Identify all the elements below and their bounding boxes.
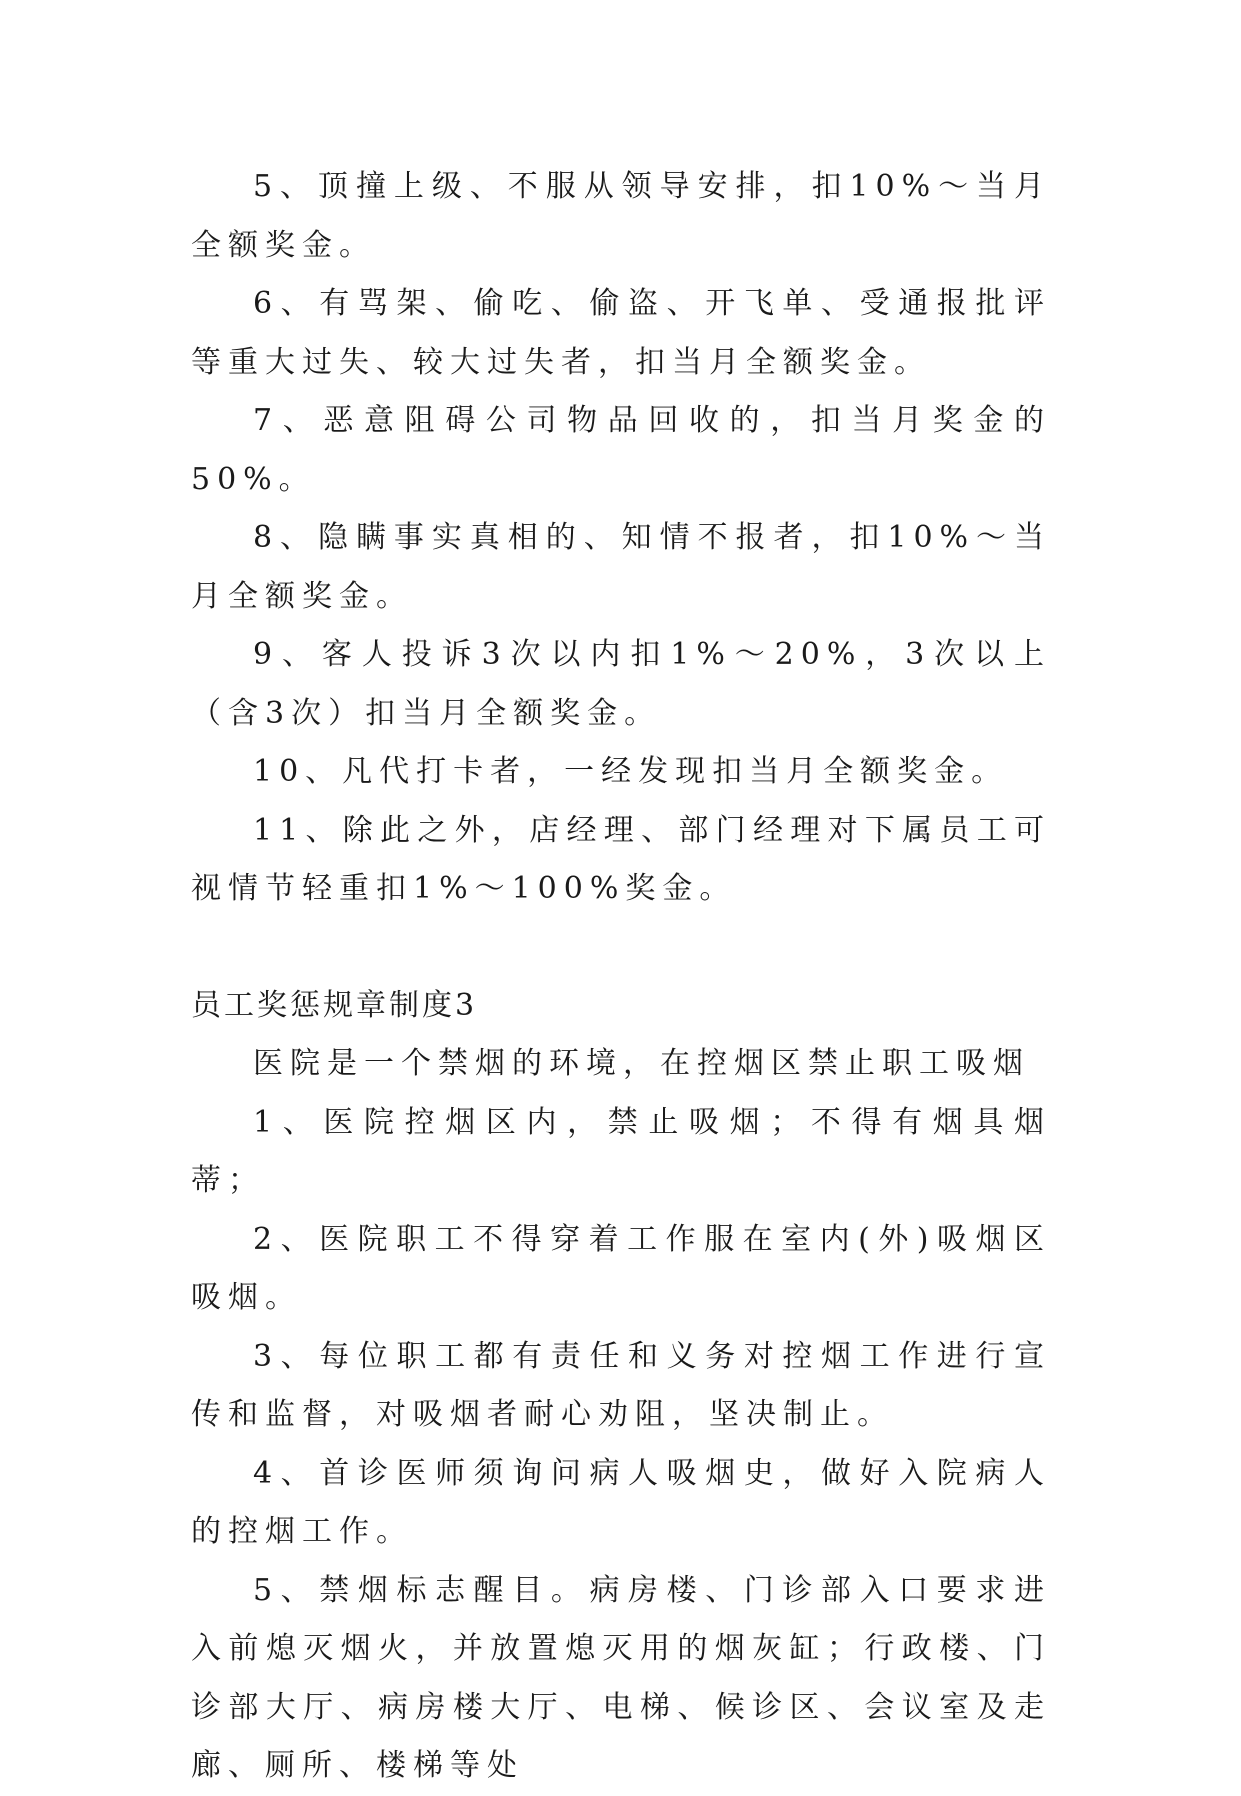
paragraph-item-8-concealment: 8、隐瞒事实真相的、知情不报者，扣10%～当月全额奖金。 (191, 520, 1051, 614)
paragraph-item-5-insubordination: 5、顶撞上级、不服从领导安排，扣10%～当月全额奖金。 (191, 169, 1051, 263)
document-body (191, 158, 1051, 1796)
paragraph-item-9-complaints: 9、客人投诉3次以内扣1%～20%，3次以上（含3次）扣当月全额奖金。 (191, 637, 1051, 731)
paragraph-rule-1: 1、医院控烟区内，禁止吸烟；不得有烟具烟蒂； (191, 1104, 1051, 1198)
paragraph-rule-4: 4、首诊医师须询问病人吸烟史，做好入院病人的控烟工作。 (191, 1455, 1051, 1549)
section-title: 员工奖惩规章制度3 (191, 987, 478, 1023)
paragraph-rule-2: 2、医院职工不得穿着工作服在室内(外)吸烟区吸烟。 (191, 1221, 1051, 1315)
paragraph-rule-5: 5、禁烟标志醒目。病房楼、门诊部入口要求进入前熄灭烟火，并放置熄灭用的烟灰缸；行政楼、门诊部大厅、病房楼大厅、电梯、候诊区、会议室及走廊、厕所、楼梯等处 (191, 1572, 1051, 1783)
paragraph-item-7-obstruct-recovery: 7、恶意阻碍公司物品回收的，扣当月奖金的50%。 (191, 403, 1051, 497)
paragraph-item-10-proxy-clock-in: 10、凡代打卡者，一经发现扣当月全额奖金。 (253, 754, 1009, 789)
paragraph-item-11-manager-discretion: 11、除此之外，店经理、部门经理对下属员工可视情节轻重扣1%～100%奖金。 (191, 812, 1051, 906)
paragraph-rule-3: 3、每位职工都有责任和义务对控烟工作进行宣传和监督，对吸烟者耐心劝阻，坚决制止。 (191, 1338, 1051, 1432)
paragraph-item-6-major-misconduct: 6、有骂架、偷吃、偷盗、开飞单、受通报批评等重大过失、较大过失者，扣当月全额奖金。 (191, 286, 1051, 380)
paragraph-intro-no-smoking: 医院是一个禁烟的环境，在控烟区禁止职工吸烟 (253, 1046, 1030, 1081)
